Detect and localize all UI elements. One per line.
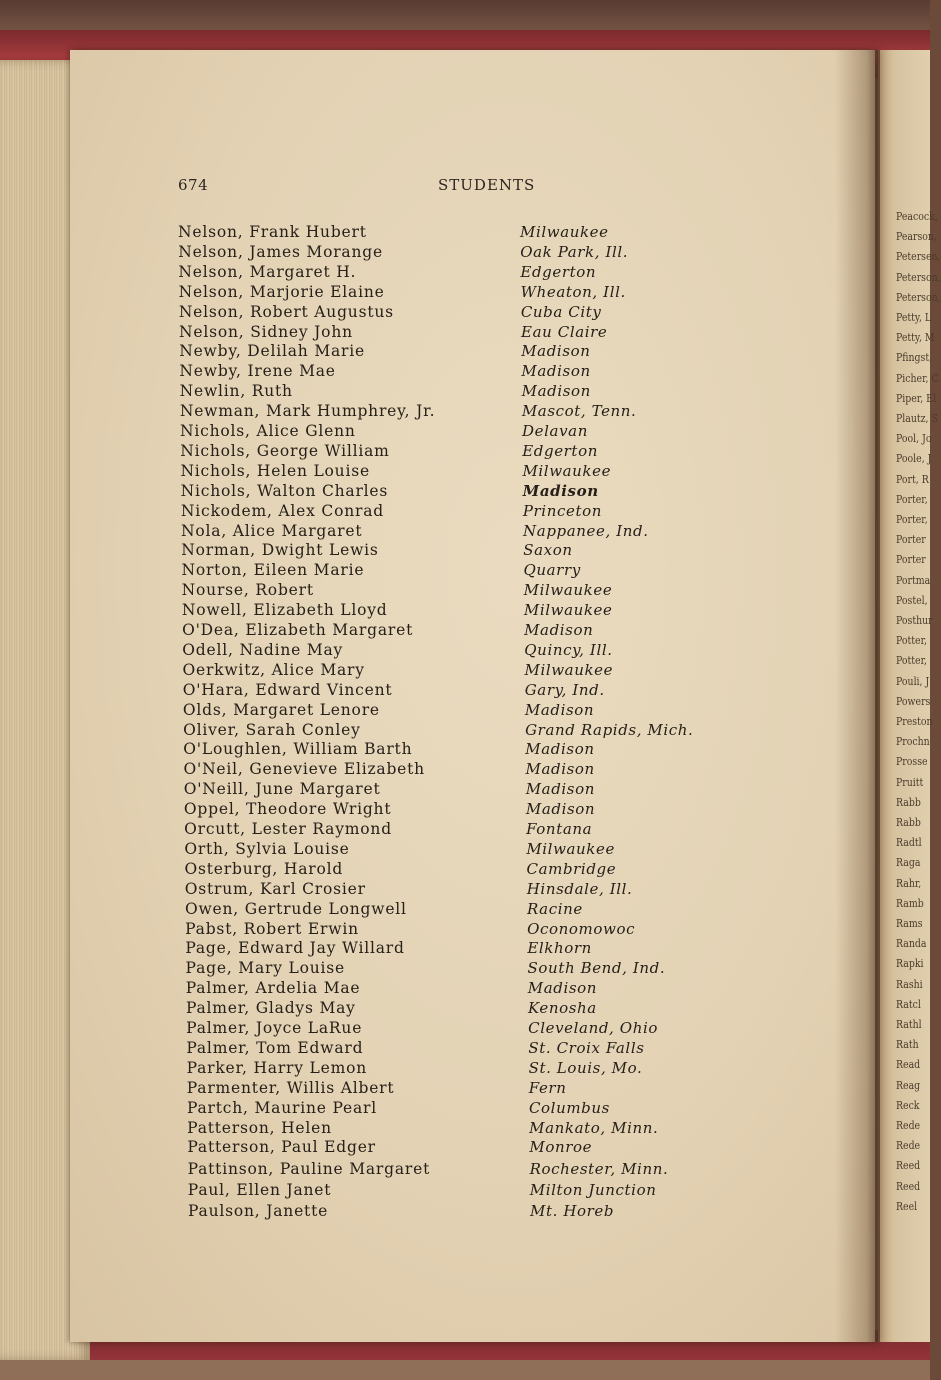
student-hometown: Saxon: [523, 541, 573, 560]
facing-page-text: Radtl: [896, 836, 922, 850]
student-hometown: Oconomowoc: [527, 919, 636, 938]
student-hometown: Madison: [525, 780, 595, 799]
facing-page-text: Ratcl: [896, 997, 921, 1011]
facing-page-text: Petty, M: [896, 331, 935, 345]
facing-page-text: Porter: [896, 533, 926, 547]
facing-page-text: Powers: [896, 694, 931, 708]
student-name: Owen, Gertrude Longwell: [184, 899, 407, 918]
student-name: O'Neill, June Margaret: [183, 780, 381, 799]
student-name: Nelson, Frank Hubert: [178, 223, 367, 241]
student-name: Nichols, Alice Glenn: [180, 422, 356, 440]
student-name: Norton, Eileen Marie: [181, 561, 365, 580]
student-hometown: Cambridge: [526, 859, 617, 878]
student-hometown: Madison: [524, 621, 594, 639]
student-name: Nelson, James Morange: [178, 242, 383, 261]
facing-page-text: Randa: [896, 937, 927, 951]
student-name: Parker, Harry Lemon: [186, 1058, 368, 1077]
facing-page-text: Port, R: [896, 472, 929, 486]
student-hometown: Oak Park, Ill.: [520, 242, 629, 261]
facing-page-text: Rapki: [896, 957, 924, 971]
page-number: 674: [178, 176, 209, 194]
facing-page-text: Potter,: [896, 634, 928, 648]
facing-page-text: Piper, El: [896, 391, 937, 405]
student-hometown: Delavan: [522, 422, 588, 440]
student-hometown: Fern: [528, 1078, 567, 1097]
student-name: O'Loughlen, William Barth: [183, 740, 413, 759]
student-name: Nola, Alice Margaret: [181, 521, 363, 540]
student-hometown: Madison: [521, 382, 591, 401]
student-name: Nelson, Margaret H.: [178, 262, 357, 281]
student-hometown: Hinsdale, Ill.: [526, 879, 633, 898]
student-hometown: Madison: [525, 760, 595, 779]
student-name: Nowell, Elizabeth Lloyd: [181, 601, 388, 620]
facing-page-text: Rabb: [896, 795, 921, 809]
facing-page-text: Preston: [896, 715, 933, 728]
student-hometown: Monroe: [529, 1138, 593, 1157]
facing-page-text: Rede: [896, 1119, 921, 1132]
facing-page-text: Ramb: [896, 896, 924, 910]
student-name: Pabst, Robert Erwin: [185, 919, 359, 938]
facing-page-text: Petty, L: [896, 311, 932, 324]
student-hometown: Milwaukee: [523, 581, 613, 600]
student-name: Palmer, Gladys May: [185, 999, 356, 1018]
student-hometown: Mankato, Minn.: [529, 1118, 659, 1137]
facing-page-text: Prosse: [896, 755, 928, 769]
student-hometown: Mascot, Tenn.: [521, 402, 637, 421]
student-name: Odell, Nadine May: [182, 640, 344, 659]
student-hometown: Milwaukee: [523, 601, 613, 620]
facing-page-text: Rams: [896, 917, 923, 930]
student-name: Nelson, Marjorie Elaine: [178, 282, 385, 301]
student-hometown: Madison: [527, 979, 598, 998]
student-hometown: Milwaukee: [520, 223, 609, 241]
student-name: Oliver, Sarah Conley: [183, 720, 361, 739]
facing-page-text: Peterson,: [896, 290, 941, 304]
student-name: Norman, Dwight Lewis: [181, 541, 379, 560]
student-hometown: Rochester, Minn.: [529, 1159, 669, 1178]
student-name: Orcutt, Lester Raymond: [184, 820, 392, 838]
student-name: Palmer, Ardelia Mae: [185, 979, 361, 998]
student-name: Nelson, Robert Augustus: [178, 302, 394, 321]
student-hometown: Nappanee, Ind.: [523, 521, 649, 540]
student-hometown: Quincy, Ill.: [524, 640, 613, 659]
facing-page-text: Rabb: [896, 816, 921, 829]
student-name: Page, Edward Jay Willard: [185, 939, 405, 958]
facing-page-text: Potter,: [896, 654, 928, 668]
student-hometown: Quarry: [523, 561, 581, 580]
student-hometown: Mt. Horeb: [530, 1202, 615, 1221]
student-name: Olds, Margaret Lenore: [182, 700, 380, 719]
student-name: Page, Mary Louise: [185, 959, 345, 978]
student-name: Patterson, Paul Edger: [187, 1138, 376, 1157]
student-hometown: Edgerton: [520, 262, 597, 281]
student-name: Newman, Mark Humphrey, Jr.: [179, 402, 436, 421]
student-name: O'Hara, Edward Vincent: [182, 680, 393, 699]
facing-page-text: Reed: [896, 1179, 921, 1193]
page-header: [0, 176, 930, 200]
student-hometown: Madison: [525, 800, 596, 819]
student-name: Newlin, Ruth: [179, 382, 293, 401]
student-name: Nickodem, Alex Conrad: [180, 501, 384, 520]
facing-page-text: Picher, C: [896, 371, 939, 385]
student-hometown: Racine: [526, 899, 583, 918]
facing-page-text: Rathl: [896, 1018, 922, 1031]
student-hometown: Fontana: [526, 820, 593, 838]
student-name: Palmer, Joyce LaRue: [186, 1019, 363, 1037]
facing-page-text: Peacock,: [896, 210, 938, 223]
facing-page-text: Petersen,: [896, 250, 941, 264]
facing-page-text: Pearson,: [896, 230, 937, 244]
student-hometown: South Bend, Ind.: [527, 959, 666, 978]
facing-page-text: Reed: [896, 1159, 921, 1173]
student-name: Parmenter, Willis Albert: [186, 1078, 395, 1097]
student-hometown: Edgerton: [522, 441, 598, 460]
student-hometown: Wheaton, Ill.: [520, 282, 626, 301]
student-hometown: Columbus: [528, 1098, 610, 1117]
facing-page-text: Pfingst,: [896, 351, 933, 365]
facing-page-text: Rahr,: [896, 876, 922, 890]
gutter-shadow: [835, 50, 880, 1342]
student-hometown: Milton Junction: [529, 1181, 657, 1199]
facing-page-text: Reck: [896, 1098, 920, 1112]
facing-page-text: Rath: [896, 1038, 919, 1052]
facing-page-text: Portma: [896, 573, 931, 587]
student-hometown: Madison: [522, 481, 599, 500]
facing-page-text: Read: [896, 1058, 921, 1072]
student-name: Ostrum, Karl Crosier: [184, 879, 366, 898]
student-hometown: Cuba City: [520, 302, 602, 321]
student-hometown: Grand Rapids, Mich.: [525, 720, 694, 739]
student-name: Pattinson, Pauline Margaret: [187, 1159, 431, 1178]
student-name: Partch, Maurine Pearl: [186, 1098, 377, 1117]
student-name: Nichols, George William: [180, 441, 390, 460]
student-name: Palmer, Tom Edward: [186, 1038, 364, 1057]
student-name: Paulson, Janette: [188, 1202, 329, 1221]
student-hometown: Madison: [525, 740, 595, 759]
facing-page-text: Reag: [896, 1078, 921, 1092]
student-name: O'Dea, Elizabeth Margaret: [182, 621, 414, 639]
student-hometown: Milwaukee: [522, 461, 612, 480]
student-hometown: Kenosha: [527, 999, 597, 1018]
facing-page-text: Plautz, S: [896, 412, 938, 425]
student-name: Nourse, Robert: [181, 581, 314, 600]
student-name: O'Neil, Genevieve Elizabeth: [183, 760, 425, 779]
student-hometown: Elkhorn: [527, 939, 592, 958]
student-name: Paul, Ellen Janet: [187, 1181, 332, 1199]
student-name: Newby, Irene Mae: [179, 362, 336, 381]
facing-page-text: Posthur: [896, 614, 933, 627]
student-name: Patterson, Helen: [187, 1118, 332, 1137]
student-name: Newby, Delilah Marie: [179, 342, 365, 361]
facing-page-text: Porter: [896, 553, 926, 567]
facing-page-text: Poole, J: [896, 452, 932, 466]
facing-page-text: Postel,: [896, 593, 928, 607]
student-name: Nichols, Walton Charles: [180, 481, 389, 500]
facing-page-text: Reel: [896, 1199, 918, 1213]
facing-page-text: Prochn: [896, 735, 930, 749]
facing-page-text: Porter,: [896, 492, 928, 506]
student-hometown: Madison: [524, 700, 595, 719]
student-name: Nichols, Helen Louise: [180, 461, 370, 480]
student-name: Oerkwitz, Alice Mary: [182, 660, 365, 679]
facing-page-text: Pool, Jo: [896, 432, 932, 446]
student-hometown: Milwaukee: [526, 839, 615, 858]
facing-page: [878, 50, 941, 1342]
student-hometown: St. Louis, Mo.: [528, 1058, 643, 1077]
facing-page-text: Pruitt: [896, 775, 924, 789]
student-hometown: Gary, Ind.: [524, 680, 605, 699]
student-hometown: St. Croix Falls: [528, 1038, 645, 1057]
facing-page-text: Porter,: [896, 513, 928, 526]
student-name: Orth, Sylvia Louise: [184, 839, 350, 858]
facing-page-text: Rede: [896, 1139, 921, 1153]
facing-page-text: Pouli, J: [896, 674, 930, 688]
page-heading: STUDENTS: [438, 176, 536, 194]
student-hometown: Eau Claire: [521, 322, 608, 341]
facing-page-text: Rashi: [896, 977, 923, 991]
student-name: Nelson, Sidney John: [179, 322, 353, 341]
student-hometown: Madison: [521, 362, 591, 381]
student-hometown: Milwaukee: [524, 660, 614, 679]
student-hometown: Princeton: [522, 501, 602, 520]
student-name: Osterburg, Harold: [184, 859, 344, 878]
student-name: Oppel, Theodore Wright: [183, 800, 392, 819]
facing-page-text: Raga: [896, 856, 921, 870]
student-hometown: Madison: [521, 342, 591, 361]
student-hometown: Cleveland, Ohio: [528, 1019, 658, 1037]
facing-page-text: Peterson,: [896, 270, 941, 284]
